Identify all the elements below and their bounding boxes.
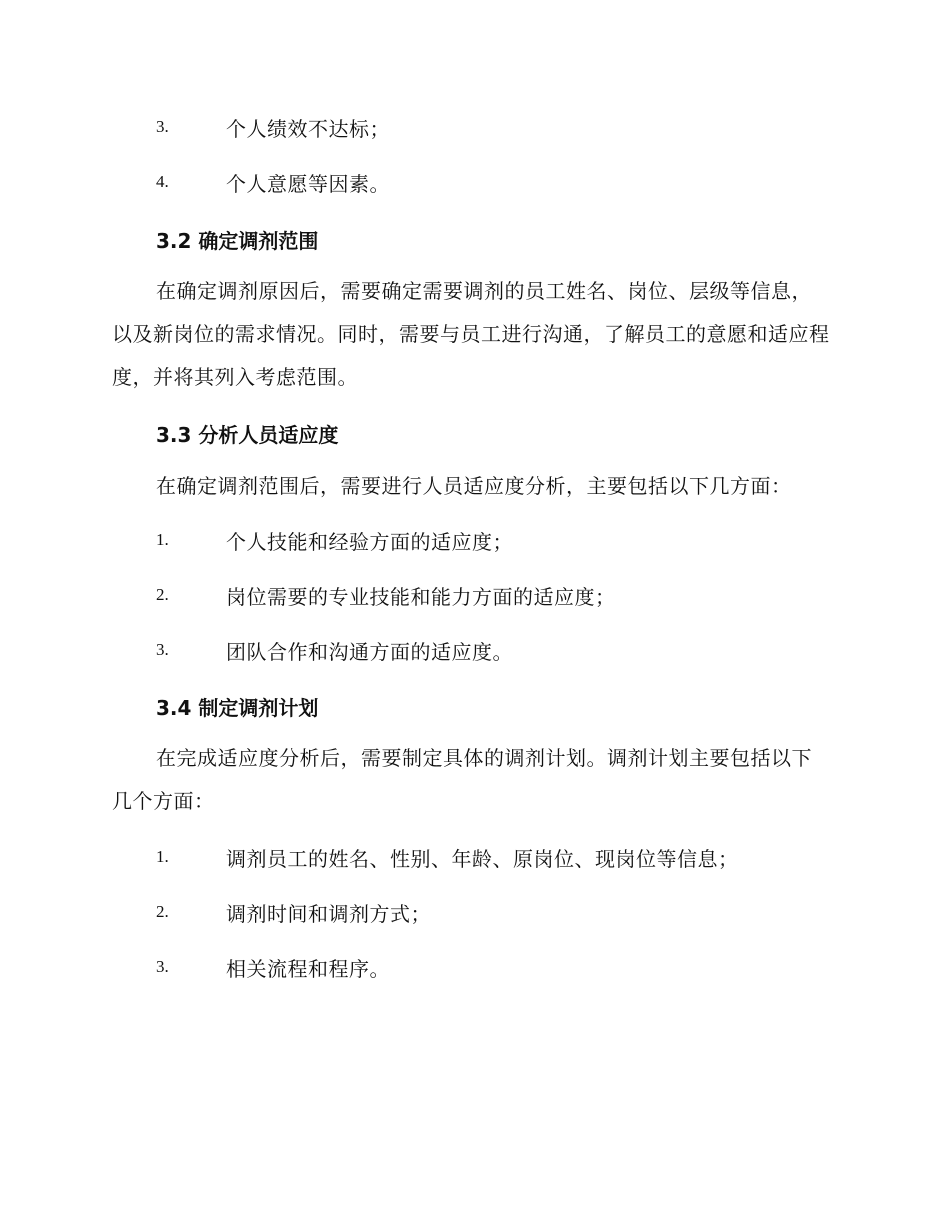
list-text: 个人意愿等因素。	[226, 171, 390, 196]
list-text: 调剂员工的姓名、性别、年龄、原岗位、现岗位等信息；	[226, 846, 739, 871]
list-text: 个人技能和经验方面的适应度；	[226, 529, 513, 554]
list-number: 1.	[156, 847, 169, 866]
list-item	[156, 520, 513, 560]
section-paragraph-3-2: 在确定调剂原因后，需要确定需要调剂的员工姓名、岗位、层级等信息，以及新岗位的需求情况。同时，需要与员工进行沟通，了解员工的意愿和适应程度，并将其列入考虑范围。	[112, 279, 830, 389]
section-paragraph-3-4: 在完成适应度分析后，需要制定具体的调剂计划。调剂计划主要包括以下几个方面：	[112, 746, 812, 813]
list-text: 岗位需要的专业技能和能力方面的适应度；	[226, 584, 616, 609]
list-text: 团队合作和沟通方面的适应度。	[226, 639, 513, 664]
list-number: 2.	[156, 585, 169, 604]
section-paragraph-3-3: 在确定调剂范围后，需要进行人员适应度分析，主要包括以下几方面：	[156, 474, 792, 498]
list-item	[156, 947, 390, 987]
list-item	[156, 837, 739, 877]
list-number: 3.	[156, 957, 169, 976]
section-heading-3-4: 3.4 制定调剂计划	[156, 696, 319, 720]
list-number: 1.	[156, 530, 169, 549]
list-item	[156, 575, 616, 615]
list-number: 4.	[156, 172, 169, 191]
list-item	[156, 162, 390, 202]
list-item	[156, 892, 431, 932]
section-heading-3-2: 3.2 确定调剂范围	[156, 229, 319, 253]
list-text: 相关流程和程序。	[226, 956, 390, 981]
list-text: 调剂时间和调剂方式；	[226, 901, 431, 926]
list-number: 2.	[156, 902, 169, 921]
section-heading-3-3: 3.3 分析人员适应度	[156, 423, 339, 447]
list-item	[156, 630, 513, 670]
list-number: 3.	[156, 640, 169, 659]
list-item	[156, 107, 390, 147]
list-text: 个人绩效不达标；	[226, 116, 390, 141]
list-number: 3.	[156, 117, 169, 136]
